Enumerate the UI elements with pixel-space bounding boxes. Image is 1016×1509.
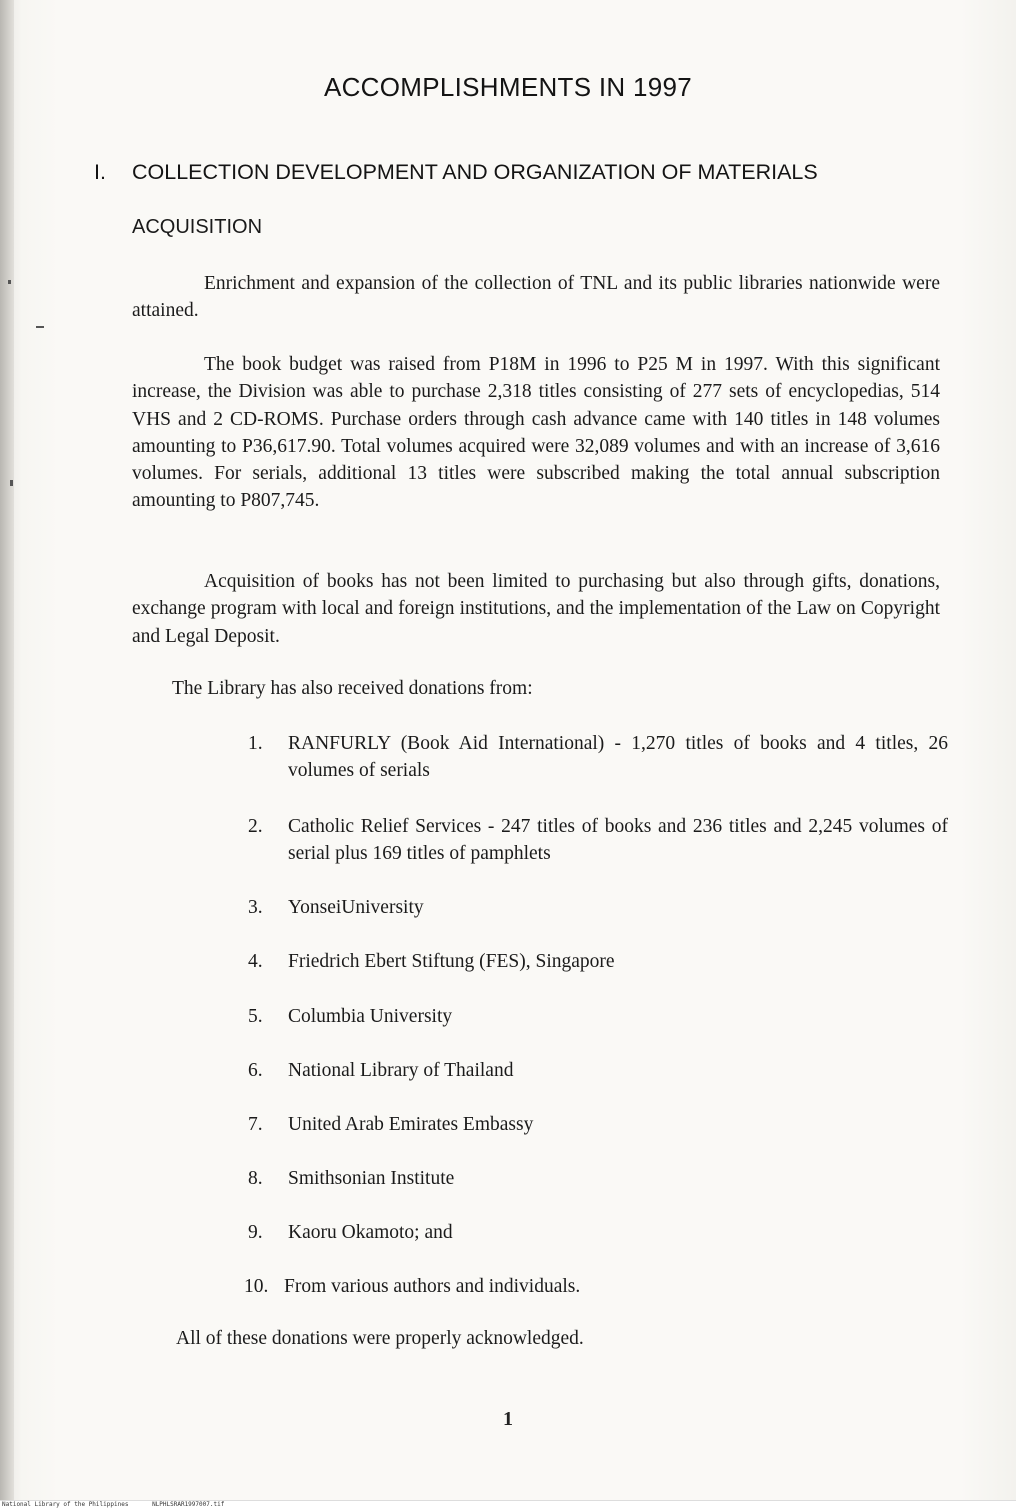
list-item bbox=[248, 730, 948, 785]
page-number: 1 bbox=[503, 1408, 513, 1430]
footer-library-name: National Library of the Philippines bbox=[2, 1501, 129, 1508]
list-item-text: National Library of Thailand bbox=[288, 1060, 514, 1081]
section-heading bbox=[94, 160, 974, 185]
list-item-number: 9. bbox=[248, 1222, 263, 1243]
page-title: ACCOMPLISHMENTS IN 1997 bbox=[323, 72, 693, 102]
list-item-text: Catholic Relief Services - 247 titles of books and 236 titles and 2,245 volumes of serial plus 169 titles of pamphlets bbox=[288, 816, 948, 865]
margin-mark bbox=[8, 280, 11, 284]
section-number: I. bbox=[94, 160, 106, 184]
list-item-text: Friedrich Ebert Stiftung (FES), Singapore bbox=[288, 951, 615, 972]
subheading-acquisition: ACQUISITION bbox=[132, 216, 263, 238]
list-item bbox=[248, 1003, 948, 1030]
list-item-number: 1. bbox=[248, 733, 263, 754]
list-item bbox=[248, 813, 948, 868]
list-item-text: Kaoru Okamoto; and bbox=[288, 1222, 453, 1243]
list-item-text: United Arab Emirates Embassy bbox=[288, 1114, 534, 1135]
paragraph-3 bbox=[132, 568, 940, 650]
list-item-number: 4. bbox=[248, 951, 263, 972]
list-item-number: 2. bbox=[248, 816, 263, 837]
list-item bbox=[248, 1111, 948, 1138]
list-item-text: Smithsonian Institute bbox=[288, 1168, 455, 1189]
list-item-number: 5. bbox=[248, 1006, 263, 1027]
paragraph-1 bbox=[132, 270, 940, 325]
list-item-number: 3. bbox=[248, 897, 263, 918]
list-item-number: 10. bbox=[244, 1276, 269, 1297]
list-item-text: YonseiUniversity bbox=[288, 897, 424, 918]
paragraph-1-text: Enrichment and expansion of the collection of TNL and its public libraries nationwide were attained. bbox=[132, 273, 940, 322]
closing-statement: All of these donations were properly acknowledged. bbox=[176, 1328, 584, 1349]
list-item bbox=[248, 1057, 948, 1084]
paragraph-3-text: Acquisition of books has not been limited to purchasing but also through gifts, donations, exchange program with local and foreign institutions, and the implementation of the Law on Copyright and Legal Deposit. bbox=[132, 571, 940, 647]
list-item-number: 8. bbox=[248, 1168, 263, 1189]
margin-mark bbox=[10, 480, 13, 486]
list-item bbox=[248, 894, 948, 921]
margin-mark bbox=[36, 326, 44, 328]
paragraph-2-text: The book budget was raised from P18M in 1996 to P25 M in 1997. With this significant increase, the Division was able to purchase 2,318 titles consisting of 277 sets of encyclopedias, 514 VHS and 2 CD-ROMS. Purchase orders through cash advance came with 140 titles in 148 volumes amounting to P36,617.90. Total volumes acquired were 32,089 volumes and with an increase of 3,616 volumes. For serials, additional 13 titles were subscribed making the total annual subscription amounting to P807,745. bbox=[132, 354, 940, 512]
section-heading-text: COLLECTION DEVELOPMENT AND ORGANIZATION OF MATERIALS bbox=[132, 160, 818, 184]
list-item-text: RANFURLY (Book Aid International) - 1,270 titles of books and 4 titles, 26 volumes of serials bbox=[288, 733, 948, 782]
footer-file-code: NLPHLSRAR1997007.tif bbox=[152, 1501, 225, 1508]
page-spine-shadow bbox=[0, 0, 14, 1500]
list-item-text: From various authors and individuals. bbox=[284, 1276, 581, 1297]
list-item bbox=[244, 1273, 944, 1300]
list-item-number: 7. bbox=[248, 1114, 263, 1135]
list-item bbox=[248, 1219, 948, 1246]
donations-intro: The Library has also received donations from: bbox=[172, 678, 533, 699]
list-item-number: 6. bbox=[248, 1060, 263, 1081]
list-item bbox=[248, 948, 948, 975]
list-item bbox=[248, 1165, 948, 1192]
paragraph-2 bbox=[132, 351, 940, 515]
list-item-text: Columbia University bbox=[288, 1006, 453, 1027]
